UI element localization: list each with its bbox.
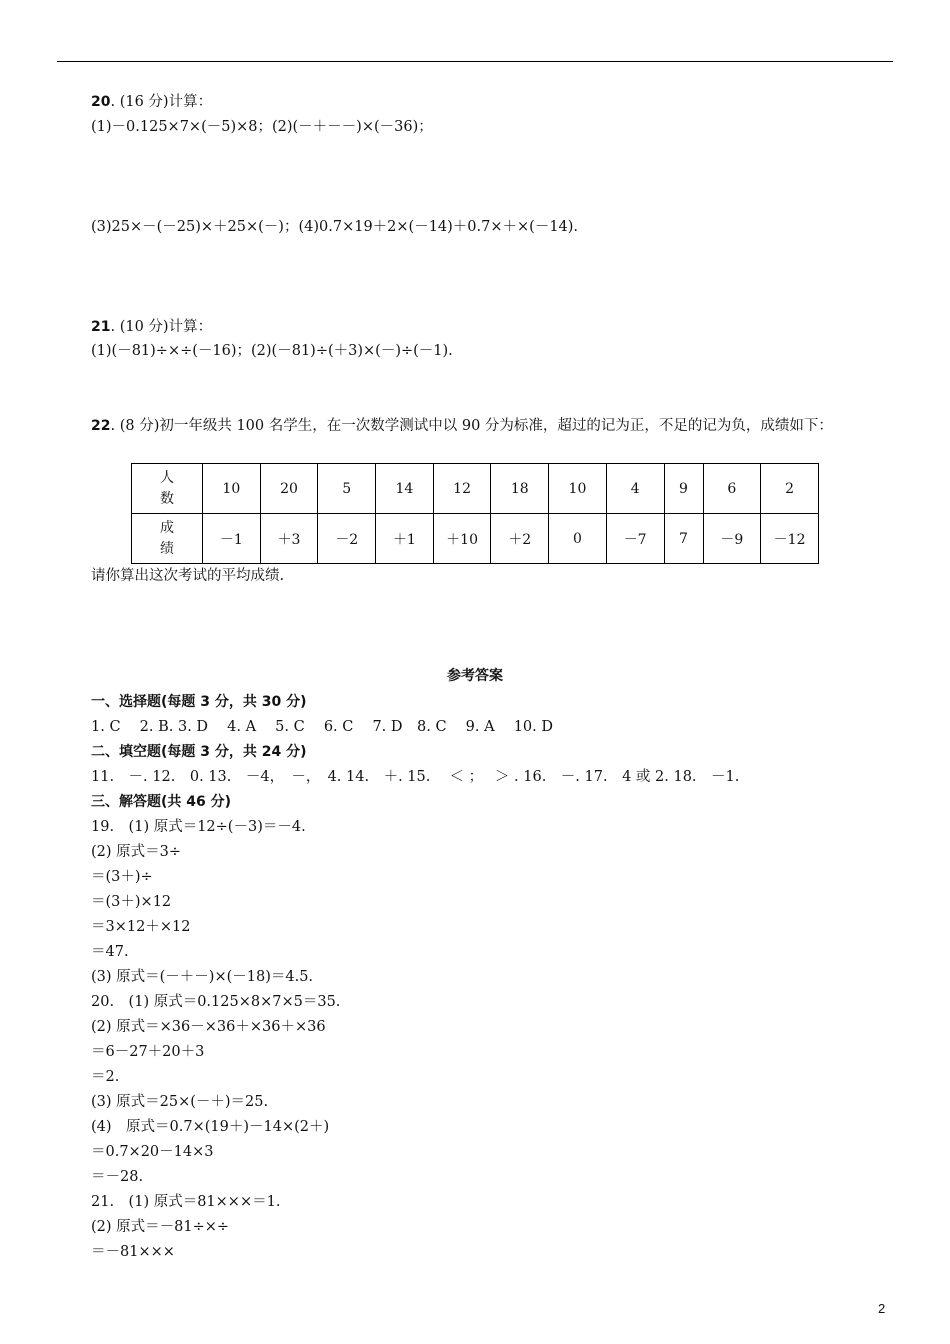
table-row-scores [132, 514, 819, 564]
row-label-count-1: 人 [160, 469, 174, 486]
count-cell: 6 [703, 464, 761, 514]
answer-line: (4) 原式＝0.7×(19＋)－14×(2＋) [91, 1119, 330, 1135]
row-label-score-1: 成 [160, 519, 174, 536]
row-label-score [132, 514, 203, 564]
score-cell: ＋10 [433, 514, 491, 564]
section-2-answers: 11. －. 12. 0. 13. －4， －， 4. 14. ＋. 15. ＜ ； ＞ . 16. －. 17. 4 或 2. 18. －1. [91, 769, 740, 785]
score-cell: 7 [664, 514, 703, 564]
answer-line: (3) 原式＝25×(－＋)＝25. [91, 1094, 269, 1110]
answer-line: (2) 原式＝3÷ [91, 844, 182, 860]
row-label-score-2: 绩 [160, 540, 174, 557]
answer-line: ＝0.7×20－14×3 [91, 1144, 214, 1160]
answer-line: ＝47. [91, 944, 129, 960]
q22-head-text: . (8 分)初一年级共 100 名学生，在一次数学测试中以 90 分为标准，超过的记为正，不足的记为负，成绩如下： [110, 418, 833, 434]
section-1-answers: 1. C 2. B. 3. D 4. A 5. C 6. C 7. D 8. C 9. A 10. D [91, 719, 553, 735]
row-label-count-2: 数 [160, 490, 174, 507]
answer-line: ＝2. [91, 1069, 120, 1085]
score-cell: －12 [761, 514, 819, 564]
q21-head-text: . (10 分)计算： [110, 319, 213, 335]
score-cell: －2 [318, 514, 376, 564]
q20-line-1: (1)－0.125×7×(－5)×8；(2)(－＋－－)×(－36)； [91, 119, 433, 135]
answer-line: ＝(3＋)÷ [91, 869, 153, 885]
answer-line: 19. (1) 原式＝12÷(－3)＝－4. [91, 819, 306, 835]
count-cell: 14 [376, 464, 434, 514]
section-3-title: 三、解答题(共 46 分) [91, 794, 232, 810]
score-cell: －9 [703, 514, 761, 564]
count-cell: 9 [664, 464, 703, 514]
score-cell: －1 [203, 514, 261, 564]
count-cell: 4 [606, 464, 664, 514]
answer-line: ＝－81××× [91, 1244, 175, 1260]
section-1-title: 一、选择题(每题 3 分，共 30 分) [91, 694, 307, 710]
answer-line: 20. (1) 原式＝0.125×8×7×5＝35. [91, 994, 341, 1010]
answer-line: ＝3×12＋×12 [91, 919, 191, 935]
count-cell: 5 [318, 464, 376, 514]
score-cell: 0 [549, 514, 607, 564]
q21-heading [91, 318, 212, 336]
q20-line-2: (3)25×－(－25)×＋25×(－)；(4)0.7×19＋2×(－14)＋0.7×＋×(－14). [91, 219, 579, 235]
count-cell: 20 [260, 464, 318, 514]
count-cell: 18 [491, 464, 549, 514]
answer-line: ＝6－27＋20＋3 [91, 1044, 205, 1060]
q20-number: 20 [91, 94, 111, 110]
q21-number: 21 [91, 319, 111, 335]
count-cell: 2 [761, 464, 819, 514]
answer-line: 21. (1) 原式＝81×××＝1. [91, 1194, 281, 1210]
score-cell: －7 [606, 514, 664, 564]
score-cell: ＋3 [260, 514, 318, 564]
answer-line: ＝(3＋)×12 [91, 894, 172, 910]
section-2-title: 二、填空题(每题 3 分，共 24 分) [91, 744, 307, 760]
header-rule [57, 61, 893, 62]
page-number: 2 [878, 1301, 886, 1316]
count-cell: 10 [549, 464, 607, 514]
table-row-counts [132, 464, 819, 514]
score-cell: ＋1 [376, 514, 434, 564]
q21-line-1: (1)(－81)÷×÷(－16)；(2)(－81)÷(＋3)×(－)÷(－1). [91, 343, 453, 359]
answer-line: ＝－28. [91, 1169, 144, 1185]
q20-heading [91, 93, 212, 111]
count-cell: 12 [433, 464, 491, 514]
answer-line: (3) 原式＝(－＋－)×(－18)＝4.5. [91, 969, 314, 985]
score-cell: ＋2 [491, 514, 549, 564]
answers-title: 参考答案 [447, 668, 503, 684]
answer-line: (2) 原式＝－81÷×÷ [91, 1219, 230, 1235]
q20-head-text: . (16 分)计算： [110, 94, 213, 110]
count-cell: 10 [203, 464, 261, 514]
q22-number: 22 [91, 418, 111, 434]
q22-question: 请你算出这次考试的平均成绩. [91, 568, 285, 584]
answer-line: (2) 原式＝×36－×36＋×36＋×36 [91, 1019, 326, 1035]
q22-heading [91, 417, 833, 435]
row-label-count [132, 464, 203, 514]
score-table [131, 463, 819, 564]
